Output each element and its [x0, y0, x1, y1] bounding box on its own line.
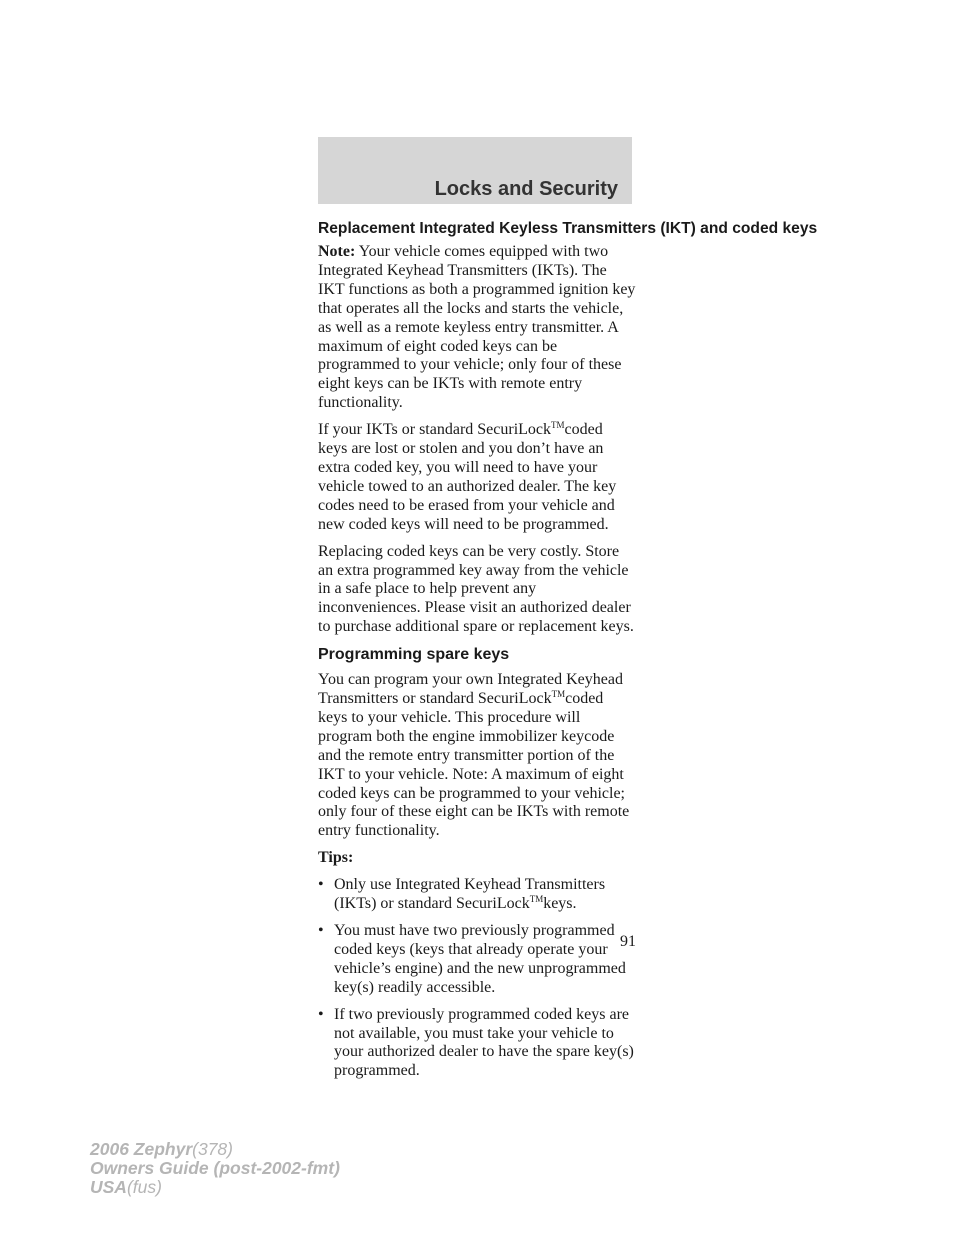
programming-text-start: You can program your own Integrated Keyhead Transmitters or standard SecuriLock: [318, 671, 623, 708]
section-heading-programming: Programming spare keys: [318, 646, 510, 664]
footer-guide: Owners Guide (post-2002-fmt): [90, 1158, 340, 1178]
programming-text-end: coded keys to your vehicle. This procedure will program both the engine immobilizer keycode and the remote entry transmitter portion of the IKT to your vehicle. Note: A maximum of eight coded keys can be programmed to your vehicle; only four of these eight can be IKTs with remote entry functionality.: [318, 690, 630, 840]
replacing-keys-paragraph: Replacing coded keys can be very costly. Store an extra programmed key away from the vehicle in a safe place to help prevent any inconveniences. Please visit an authorized dealer to purchase additional spare or replacement keys.: [318, 542, 634, 636]
tips-label: Tips:: [318, 849, 354, 867]
bullet-icon: •: [318, 876, 324, 894]
list-item: [318, 922, 636, 998]
trademark-mark: TM: [529, 894, 544, 905]
lost-keys-paragraph: [318, 421, 636, 534]
footer-market-code: (fus): [126, 1177, 162, 1197]
chapter-header-band: [318, 137, 632, 204]
tips-list: [318, 876, 636, 1081]
bullet-icon: •: [318, 1005, 324, 1023]
lost-keys-text-end: coded keys are lost or stolen and you don’t have an extra coded key, you will need to have your vehicle towed to an authorized dealer. The key codes need to be erased from your vehicle and new coded keys will need to be programmed.: [318, 421, 617, 533]
note-label: Note:: [318, 243, 356, 260]
page-number: 91: [620, 933, 636, 950]
page-content: [318, 219, 818, 1089]
trademark-mark: TM: [551, 689, 566, 700]
trademark-mark: TM: [551, 420, 565, 431]
footer-line-model: [90, 1140, 340, 1159]
bullet-icon: •: [318, 922, 324, 939]
footer-market: USA: [90, 1177, 127, 1197]
tip-text: If two previously programmed coded keys are not available, you must take your vehicle to your authorized dealer to have the spare key(s) programmed.: [334, 1005, 634, 1080]
footer-model: 2006 Zephyr: [90, 1139, 193, 1159]
tip-text-start: Only use Integrated Keyhead Transmitters (IKTs) or standard SecuriLock: [334, 876, 606, 913]
note-text: Your vehicle comes equipped with two Integrated Keyhead Transmitters (IKTs). The IKT functions as both a programmed ignition key that operates all the locks and starts the vehicle, as well as a remote keyless entry transmitter. A maximum of eight coded keys can be programmed to your vehicle; only four of these eight keys can be IKTs with remote entry functionality.: [318, 243, 636, 412]
section-heading-replacement-keys: Replacement Integrated Keyless Transmitters (IKT) and coded keys: [318, 220, 818, 237]
footer-model-code: (378): [192, 1139, 233, 1159]
document-footer: [90, 1140, 340, 1197]
list-item: [318, 1006, 636, 1082]
tip-text: You must have two previously programmed coded keys (keys that already operate your vehicle’s engine) and the new unprogrammed key(s) readily accessible.: [334, 922, 626, 996]
tip-text-end: keys.: [543, 895, 577, 913]
chapter-title: Locks and Security: [434, 178, 618, 200]
lost-keys-text-start: If your IKTs or standard SecuriLock: [318, 421, 552, 439]
list-item: [318, 876, 636, 914]
footer-line-market: [90, 1178, 340, 1197]
note-paragraph: [318, 243, 636, 413]
programming-paragraph: [318, 671, 636, 841]
footer-line-guide: [90, 1159, 340, 1178]
